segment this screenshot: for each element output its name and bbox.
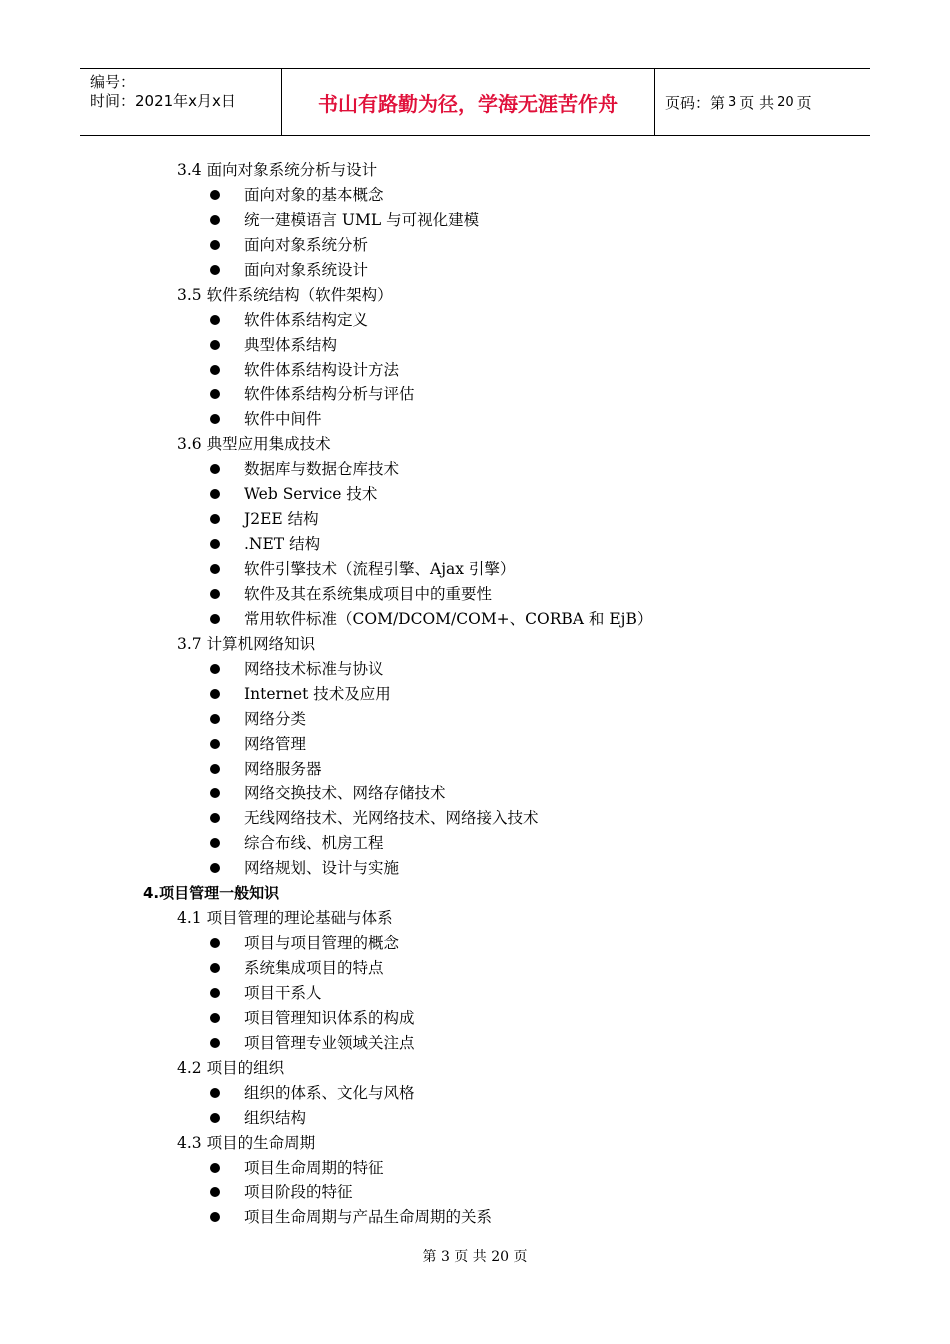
list-item xyxy=(0,1156,950,1181)
list-item-text: 项目管理知识体系的构成 xyxy=(244,1008,415,1027)
list-item-text: 系统集成项目的特点 xyxy=(244,959,384,977)
list-item-text: 网络规划、设计与实施 xyxy=(244,859,400,878)
list-item-text: Web Service 技术 xyxy=(244,485,378,504)
list-item-text: 项目管理专业领域关注点 xyxy=(244,1033,415,1052)
bullet-icon xyxy=(210,988,220,998)
section-heading: 3.6 典型应用集成技术 xyxy=(177,435,331,454)
list-item xyxy=(0,682,950,707)
bullet-icon xyxy=(210,739,220,749)
bullet-icon xyxy=(210,265,220,275)
list-item xyxy=(0,208,950,233)
bullet-icon xyxy=(210,340,220,350)
list-item-text: 组织结构 xyxy=(244,1108,307,1127)
list-item xyxy=(0,1205,950,1230)
section-heading: 3.4 面向对象系统分析与设计 xyxy=(177,161,378,179)
list-item-text: 面向对象系统分析 xyxy=(244,235,369,254)
bullet-icon xyxy=(210,414,220,424)
list-item-text: 无线网络技术、光网络技术、网络接入技术 xyxy=(244,809,539,828)
list-item xyxy=(0,607,950,632)
list-item-text: 软件体系结构定义 xyxy=(244,310,369,329)
list-item xyxy=(0,407,950,432)
header-motto: 书山有路勤为径，学海无涯苦作舟 xyxy=(282,69,655,135)
header-page-info xyxy=(655,69,870,135)
bullet-icon xyxy=(210,863,220,873)
bullet-icon xyxy=(210,1113,220,1123)
list-item-text: 网络管理 xyxy=(244,734,307,753)
list-item xyxy=(0,757,950,782)
bullet-icon xyxy=(210,1038,220,1048)
number-label: 编号： xyxy=(90,73,136,91)
list-item xyxy=(0,582,950,607)
bullet-icon xyxy=(210,963,220,973)
list-item xyxy=(0,258,950,283)
list-item xyxy=(0,981,950,1006)
bullet-icon xyxy=(210,664,220,674)
list-item xyxy=(0,358,950,383)
bullet-icon xyxy=(210,1212,220,1222)
page-mid: 页 共 xyxy=(739,93,775,112)
list-item xyxy=(0,707,950,732)
section-heading: 4.2 项目的组织 xyxy=(177,1058,285,1077)
bullet-icon xyxy=(210,564,220,574)
list-item-text: 项目生命周期的特征 xyxy=(244,1158,384,1177)
section-heading: 4.3 项目的生命周期 xyxy=(177,1133,316,1152)
list-item-text: 网络分类 xyxy=(244,709,307,728)
bullet-icon xyxy=(210,215,220,225)
bullet-icon xyxy=(210,389,220,399)
bullet-icon xyxy=(210,813,220,823)
list-item-text: Internet 技术及应用 xyxy=(244,684,391,703)
document-body xyxy=(0,158,950,1230)
bullet-icon xyxy=(210,240,220,250)
list-item xyxy=(0,806,950,831)
section-heading: 4.1 项目管理的理论基础与体系 xyxy=(177,909,393,928)
bullet-icon xyxy=(210,365,220,375)
bullet-icon xyxy=(210,614,220,624)
bullet-icon xyxy=(210,464,220,474)
list-item xyxy=(0,657,950,682)
list-item-text: J2EE 结构 xyxy=(244,510,319,529)
list-item xyxy=(0,482,950,507)
list-item xyxy=(0,333,950,358)
section-heading: 3.5 软件系统结构（软件架构） xyxy=(177,285,393,304)
bullet-icon xyxy=(210,1013,220,1023)
bullet-icon xyxy=(210,489,220,499)
bullet-icon xyxy=(210,764,220,774)
list-item-text: .NET 结构 xyxy=(244,535,321,554)
list-item xyxy=(0,1006,950,1031)
header-meta xyxy=(80,69,282,135)
list-item xyxy=(0,183,950,208)
bullet-icon xyxy=(210,1187,220,1197)
list-item xyxy=(0,1081,950,1106)
bullet-icon xyxy=(210,539,220,549)
page-prefix: 页码：第 xyxy=(665,93,726,112)
list-item-text: 综合布线、机房工程 xyxy=(244,834,384,853)
bullet-icon xyxy=(210,838,220,848)
bullet-icon xyxy=(210,689,220,699)
section-heading: 3.7 计算机网络知识 xyxy=(177,634,316,653)
bullet-icon xyxy=(210,514,220,524)
bullet-icon xyxy=(210,1163,220,1173)
page-footer: 第 3 页 共 20 页 xyxy=(422,1249,528,1265)
list-item-text: 网络技术标准与协议 xyxy=(244,659,384,678)
list-item-text: 面向对象的基本概念 xyxy=(244,185,384,204)
list-item-text: 组织的体系、文化与风格 xyxy=(244,1083,415,1102)
list-item-text: 软件体系结构设计方法 xyxy=(244,360,400,379)
list-item-text: 项目生命周期与产品生命周期的关系 xyxy=(244,1208,493,1227)
list-item xyxy=(0,308,950,333)
list-item xyxy=(0,831,950,856)
page-number: 3 xyxy=(728,94,737,110)
list-item-text: 项目干系人 xyxy=(244,983,322,1002)
list-item xyxy=(0,856,950,881)
list-item xyxy=(0,1031,950,1056)
list-item xyxy=(0,233,950,258)
page-total: 20 xyxy=(777,94,794,110)
list-item-text: 项目与项目管理的概念 xyxy=(244,934,400,953)
bullet-icon xyxy=(210,190,220,200)
list-item-text: 统一建模语言 UML 与可视化建模 xyxy=(244,210,480,229)
bullet-icon xyxy=(210,788,220,798)
page-suffix: 页 xyxy=(796,93,812,112)
list-item-text: 项目阶段的特征 xyxy=(244,1183,353,1202)
bullet-icon xyxy=(210,315,220,325)
list-item xyxy=(0,557,950,582)
bullet-icon xyxy=(210,1088,220,1098)
bullet-icon xyxy=(210,589,220,599)
list-item-text: 软件中间件 xyxy=(244,410,322,429)
list-item xyxy=(0,956,950,981)
list-item xyxy=(0,732,950,757)
list-item xyxy=(0,1180,950,1205)
time-label: 时间：2021年x月x日 xyxy=(90,92,236,110)
bullet-icon xyxy=(210,938,220,948)
list-item-text: 软件引擎技术（流程引擎、Ajax 引擎） xyxy=(244,560,516,578)
list-item xyxy=(0,382,950,407)
list-item xyxy=(0,457,950,482)
list-item xyxy=(0,781,950,806)
list-item-text: 面向对象系统设计 xyxy=(244,260,369,279)
list-item xyxy=(0,931,950,956)
list-item-text: 网络服务器 xyxy=(244,759,322,778)
list-item-text: 常用软件标准（COM/DCOM/COM+、CORBA 和 EjB） xyxy=(244,609,653,628)
bullet-icon xyxy=(210,714,220,724)
list-item xyxy=(0,532,950,557)
page-header xyxy=(80,68,870,136)
list-item xyxy=(0,507,950,532)
list-item-text: 数据库与数据仓库技术 xyxy=(244,460,400,479)
chapter-heading: 4.项目管理一般知识 xyxy=(143,884,280,903)
list-item-text: 软件体系结构分析与评估 xyxy=(244,385,415,404)
list-item-text: 软件及其在系统集成项目中的重要性 xyxy=(244,584,493,603)
list-item-text: 典型体系结构 xyxy=(244,335,338,354)
list-item-text: 网络交换技术、网络存储技术 xyxy=(244,784,446,803)
list-item xyxy=(0,1106,950,1131)
